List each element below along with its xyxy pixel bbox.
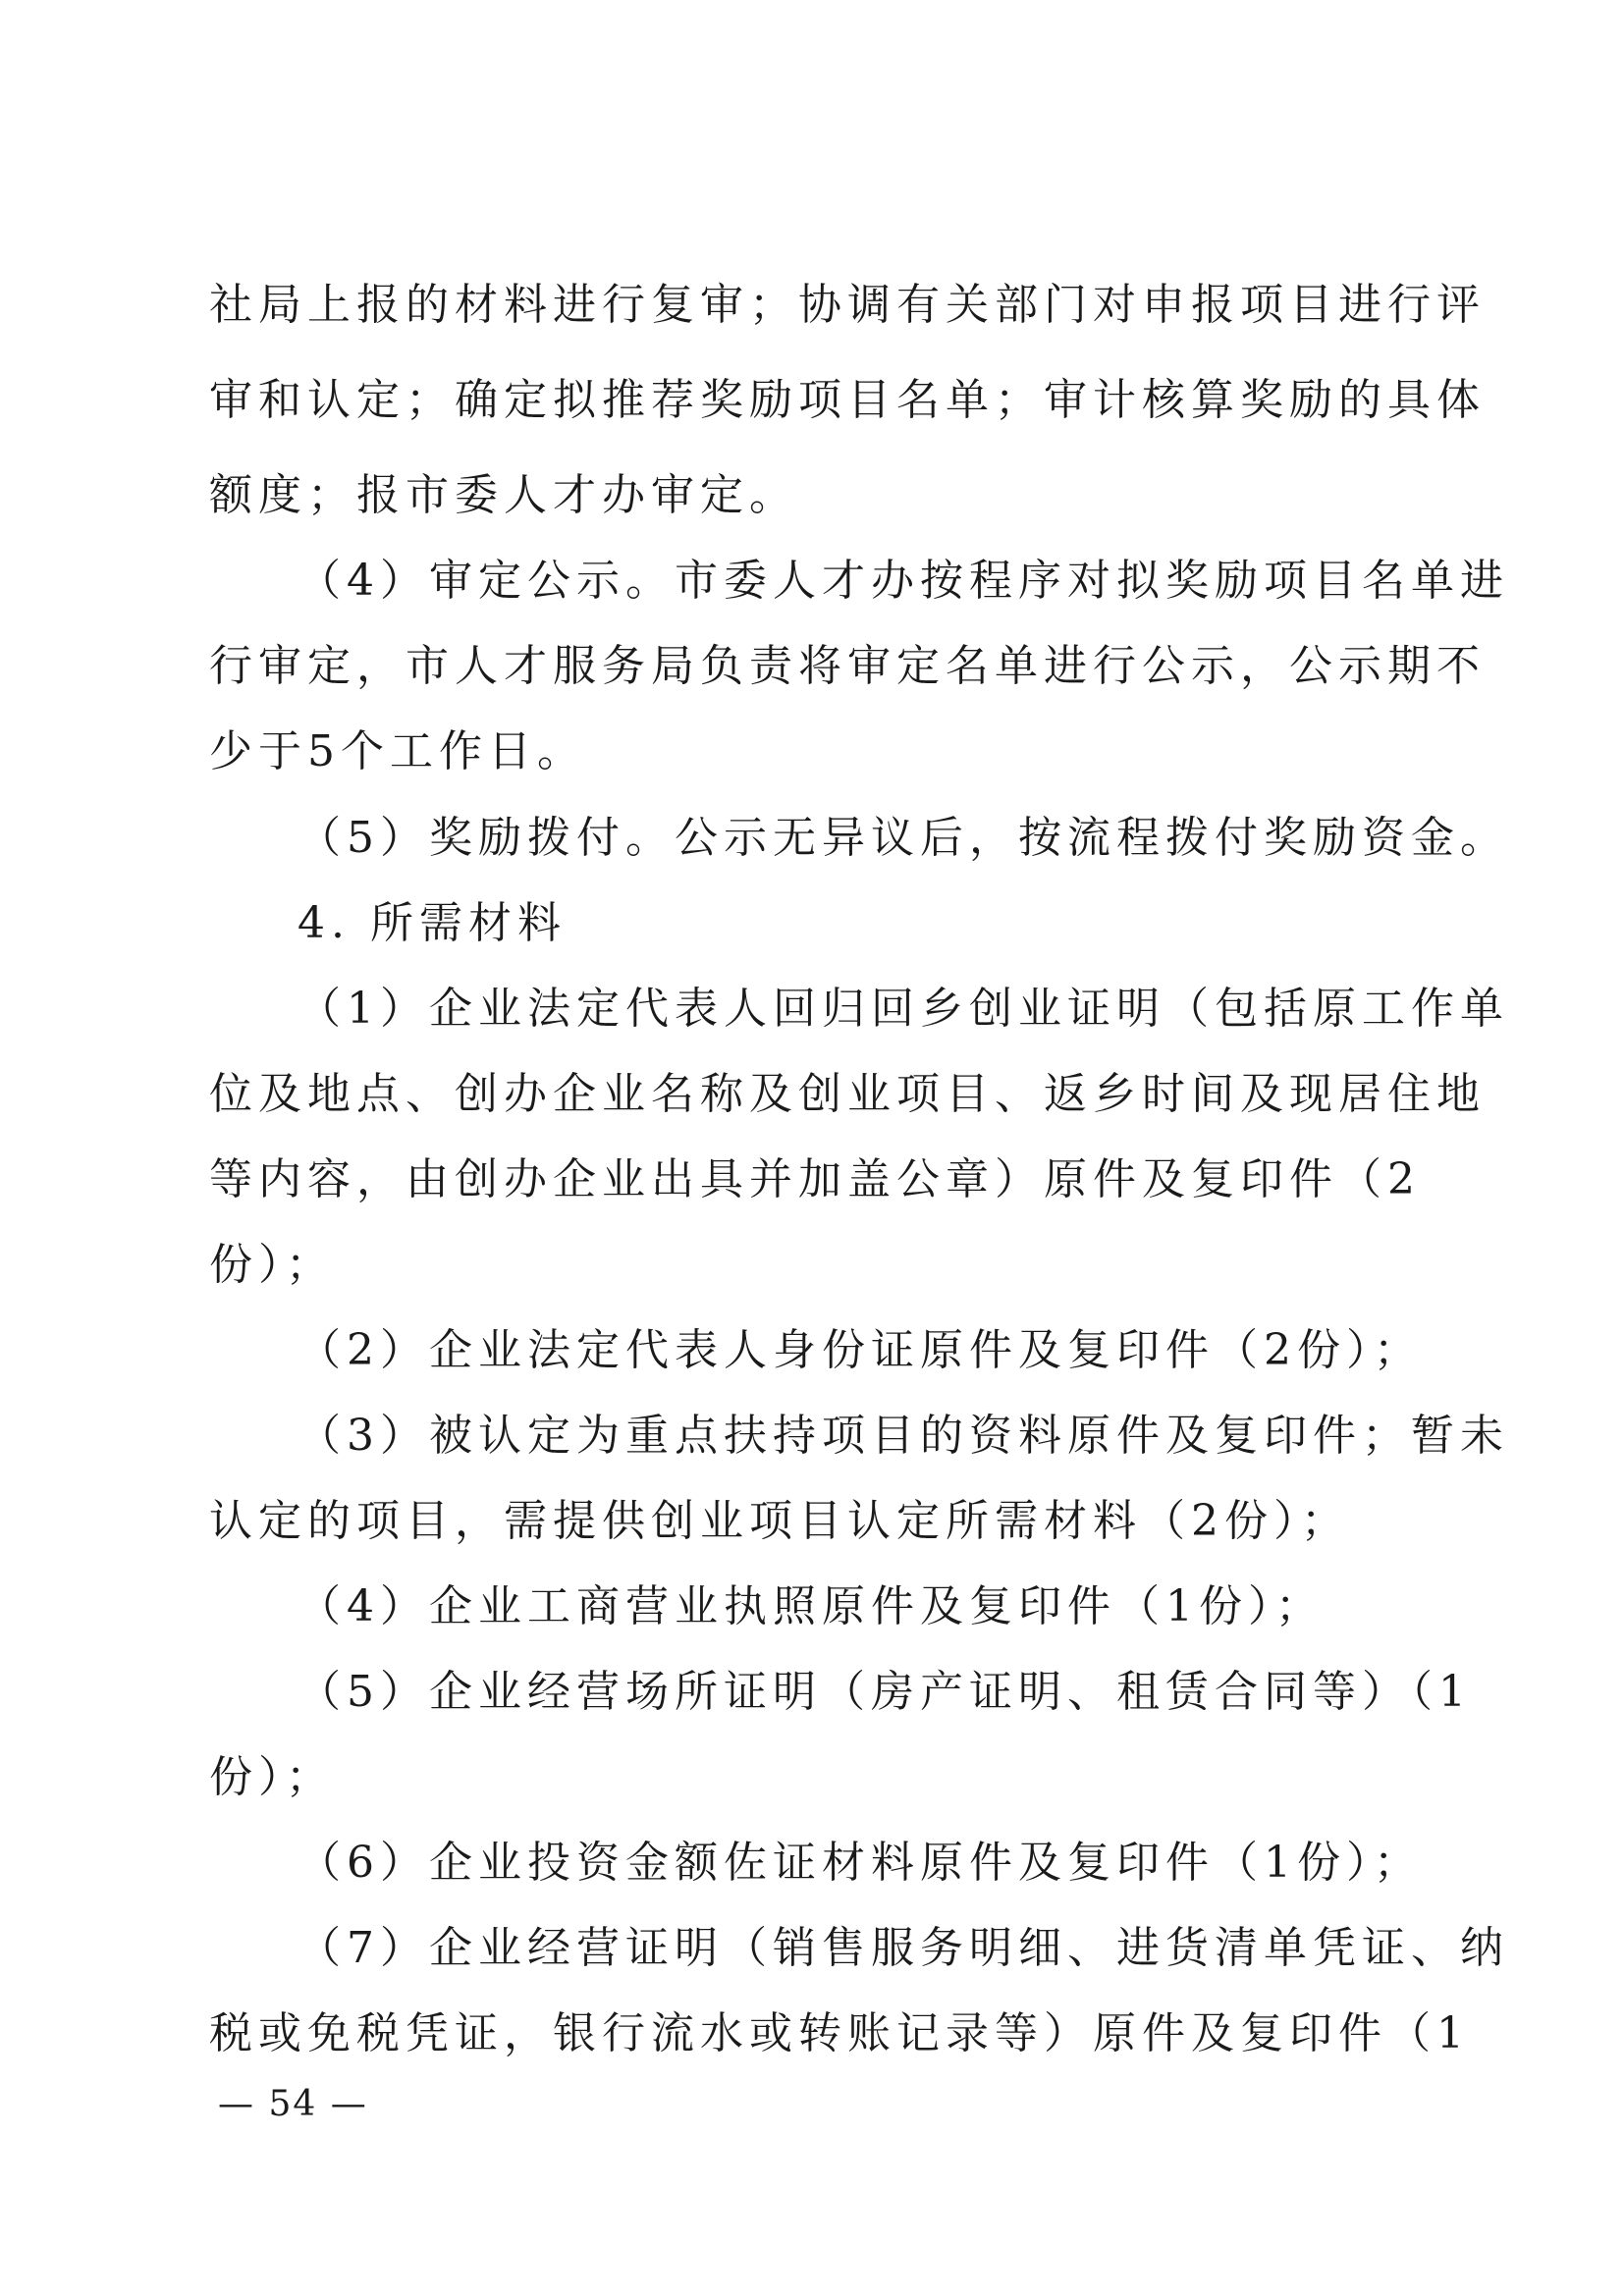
page-number: — 54 — — [218, 2084, 368, 2124]
body-line-5: 行审定，市人才服务局负责将审定名单进行公示，公示期不 — [209, 641, 1486, 691]
body-line-9: （1）企业法定代表人回归回乡创业证明（包括原工作单 — [298, 984, 1509, 1034]
body-line-12: 份）； — [209, 1240, 335, 1290]
body-line-15: 认定的项目，需提供创业项目认定所需材料（2份）； — [209, 1496, 1350, 1546]
body-line-20: （7）企业经营证明（销售服务明细、进货清单凭证、纳 — [298, 1923, 1509, 1973]
body-line-13: （2）企业法定代表人身份证原件及复印件（2份）； — [298, 1325, 1423, 1375]
body-line-6: 少于5个工作日。 — [209, 726, 586, 776]
body-line-14: （3）被认定为重点扶持项目的资料原件及复印件；暂未 — [298, 1411, 1509, 1461]
body-line-21: 税或免税凭证，银行流水或转账记录等）原件及复印件（1 — [209, 2008, 1470, 2058]
body-line-1: 社局上报的材料进行复审；协调有关部门对申报项目进行评 — [209, 280, 1486, 330]
body-line-4: （4）审定公示。市委人才办按程序对拟奖励项目名单进 — [298, 556, 1509, 606]
body-line-18: 份）； — [209, 1752, 335, 1802]
body-line-16: （4）企业工商营业执照原件及复印件（1份）； — [298, 1581, 1325, 1631]
body-line-2: 审和认定；确定拟推荐奖励项目名单；审计核算奖励的具体 — [209, 375, 1486, 425]
body-line-10: 位及地点、创办企业名称及创业项目、返乡时间及现居住地 — [209, 1069, 1486, 1119]
body-line-7: （5）奖励拨付。公示无异议后，按流程拨付奖励资金。 — [298, 813, 1509, 863]
body-line-17: （5）企业经营场所证明（房产证明、租赁合同等）（1 — [298, 1667, 1472, 1717]
body-line-11: 等内容，由创办企业出具并加盖公章）原件及复印件（2 — [209, 1154, 1421, 1204]
body-line-19: （6）企业投资金额佐证材料原件及复印件（1份）； — [298, 1838, 1423, 1888]
body-line-3: 额度；报市委人才办审定。 — [209, 470, 798, 520]
section-heading: 4. 所需材料 — [298, 898, 567, 948]
